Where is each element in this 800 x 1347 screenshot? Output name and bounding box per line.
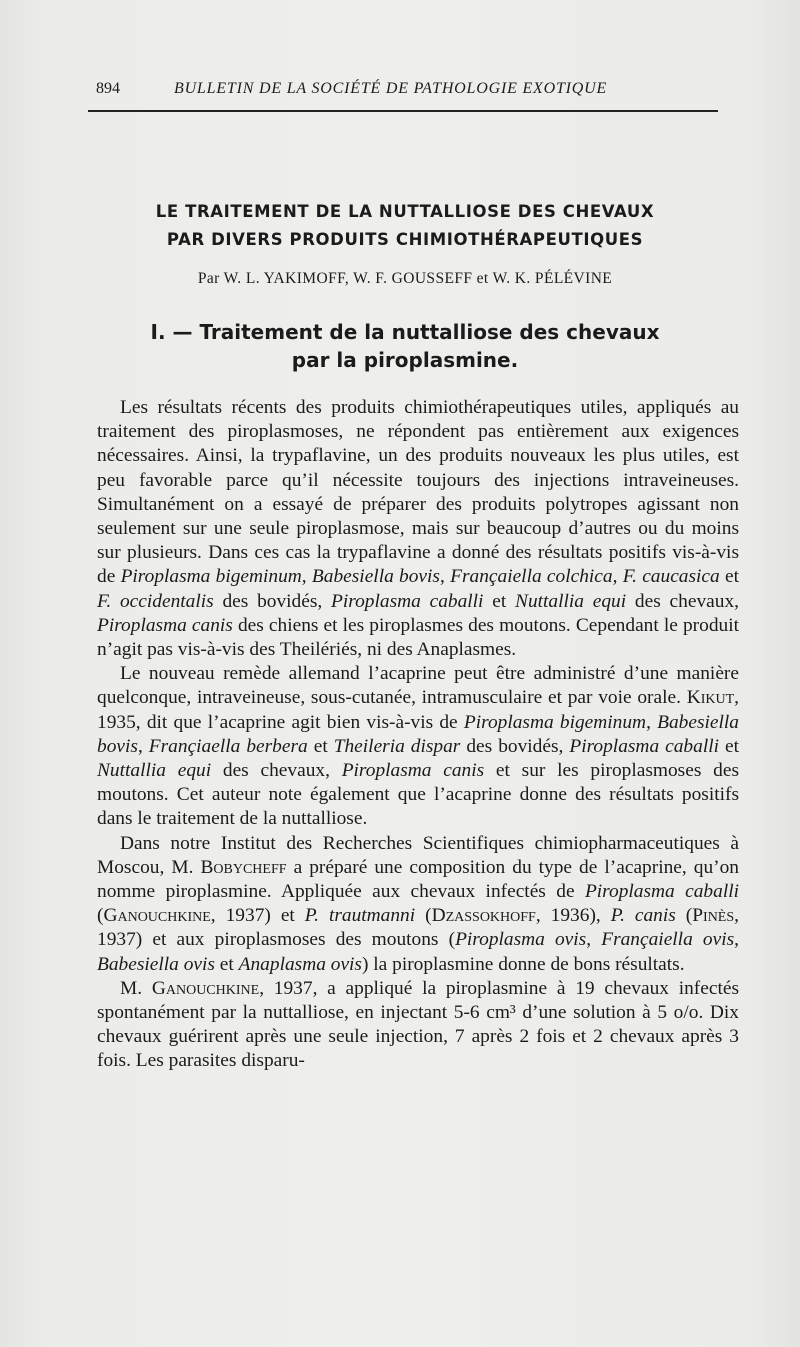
page-number: 894 bbox=[96, 80, 120, 97]
cited-author: Bobycheff bbox=[200, 856, 287, 878]
text-run: , 1937) et aux piroplasmoses des moutons ( bbox=[97, 905, 740, 951]
taxon-name: Piroplasma ovis bbox=[455, 929, 587, 951]
taxon-name: Françaiella colchica bbox=[450, 566, 613, 588]
cited-author: Pinès bbox=[692, 905, 735, 927]
text-run: et bbox=[719, 566, 739, 588]
text-run: , bbox=[734, 929, 739, 951]
text-run: , 1937, a appliqué la piroplasmine à 19 chevaux infectés spontanément par la nuttalliose, en injectant 5-6 cm³ d’une solution à 5 o/o. Dix chevaux guérirent après une seule injection, 7 après 2 fois et 2 chevaux après 3 fois. Les parasites disparu- bbox=[97, 977, 740, 1072]
text-run: , 1935, dit que l’acaprine agit bien vis-à-vis de bbox=[97, 687, 739, 733]
taxon-name: Piroplasma caballi bbox=[331, 590, 484, 612]
text-run: ) la piroplasmine donne de bons résultats. bbox=[361, 953, 685, 975]
text-run: Le nouveau remède allemand l’acaprine peut être administré d’une manière quelconque, intraveineuse, sous-cutanée, intramusculaire et par voie orale. bbox=[97, 663, 739, 709]
text-run: et bbox=[483, 590, 516, 612]
taxon-name: Piroplasma bigeminum bbox=[120, 566, 302, 588]
text-run: des chevaux, bbox=[211, 760, 342, 782]
text-run: a préparé une composition du type de l’acaprine, qu’on nomme piroplasmine. Appliquée aux chevaux infectés de bbox=[97, 856, 739, 903]
article-body bbox=[97, 396, 739, 1074]
text-run: , bbox=[612, 566, 623, 588]
text-run: , 1936), bbox=[535, 905, 611, 927]
header-rule bbox=[88, 110, 718, 112]
taxon-name: Babesiella bovis bbox=[311, 566, 440, 588]
text-run: , bbox=[586, 929, 602, 951]
text-run: et bbox=[718, 735, 739, 757]
text-run: , bbox=[646, 711, 658, 733]
taxon-name: Babesiella ovis bbox=[97, 953, 215, 975]
taxon-name: Theileria dispar bbox=[333, 735, 461, 757]
text-run: et bbox=[214, 953, 239, 975]
text-run: des bovidés, bbox=[460, 735, 570, 757]
text-run: des bovidés, bbox=[213, 590, 332, 612]
taxon-name: Piroplasma bigeminum bbox=[463, 711, 647, 733]
article-title-line-2: PAR DIVERS PRODUITS CHIMIOTHÉRAPEUTIQUES bbox=[166, 230, 644, 249]
body-paragraph bbox=[97, 396, 739, 662]
taxon-name: Piroplasma canis bbox=[97, 614, 233, 636]
taxon-name: Nuttallia equi bbox=[97, 760, 212, 782]
body-paragraph bbox=[97, 977, 739, 1074]
cited-author: Kikut bbox=[686, 687, 735, 709]
section-heading-line-1: I. — Traitement de la nuttalliose des chevaux bbox=[150, 320, 660, 344]
text-run: M. bbox=[120, 977, 152, 999]
text-run: ( bbox=[415, 905, 432, 927]
text-run: , bbox=[301, 566, 312, 588]
cited-author: Dzassokhoff bbox=[431, 905, 536, 927]
taxon-name: P. trautmanni bbox=[304, 905, 416, 927]
taxon-name: F. caucasica bbox=[622, 566, 720, 588]
cited-author: Ganouchkine bbox=[151, 977, 260, 999]
taxon-name: Françaiella ovis bbox=[601, 929, 735, 951]
taxon-name: F. occidentalis bbox=[97, 590, 214, 612]
taxon-name: Piroplasma canis bbox=[341, 760, 485, 782]
text-run: , 1937) et bbox=[210, 905, 305, 927]
article-title-line-1: LE TRAITEMENT DE LA NUTTALLIOSE DES CHEVAUX bbox=[155, 202, 655, 221]
taxon-name: Babesiella bovis bbox=[97, 711, 739, 757]
text-run: et sur les piroplasmoses des moutons. Cet auteur note également que l’acaprine donne des résultats positifs dans le traitement de la nuttalliose. bbox=[97, 760, 739, 830]
text-run: , bbox=[137, 735, 149, 757]
text-run: et bbox=[307, 735, 334, 757]
cited-author: Ganouchkine bbox=[103, 905, 211, 927]
taxon-name: Anaplasma ovis bbox=[238, 953, 362, 975]
text-run: Dans notre Institut des Recherches Scientifiques chimiopharmaceutiques à Moscou, M. bbox=[97, 832, 739, 878]
taxon-name: Piroplasma caballi bbox=[569, 735, 719, 757]
text-run: , bbox=[439, 566, 451, 588]
body-paragraph bbox=[97, 832, 739, 977]
taxon-name: P. canis bbox=[610, 905, 676, 927]
text-run: des chevaux, bbox=[626, 590, 739, 612]
section-heading-line-2: par la piroplasmine. bbox=[291, 348, 519, 372]
text-run: Les résultats récents des produits chimiothérapeutiques utiles, appliqués au traitement des piroplasmoses, ne répondent pas entièrement aux exigences nécessaires. Ainsi, la trypaflavine, un des produits nouveaux les plus utiles, est peu favorable parce qu’il nécessite toujours des injections intraveineuses. Simultanément on a essayé de préparer des produits polytropes agissant non seulement sur une seule piroplasmose, mais sur beaucoup d’autres ou du moins sur plusieurs. Dans ces cas la trypaflavine a donné des résultats positifs vis-à-vis de bbox=[97, 397, 739, 588]
journal-title: BULLETIN DE LA SOCIÉTÉ DE PATHOLOGIE EXOTIQUE bbox=[174, 80, 608, 97]
article-authors: Par W. L. YAKIMOFF, W. F. GOUSSEFF et W. K. PÉLÉVINE bbox=[197, 270, 613, 287]
taxon-name: Françiaella berbera bbox=[148, 735, 308, 757]
running-header bbox=[90, 76, 718, 104]
text-run: ( bbox=[675, 905, 693, 927]
taxon-name: Piroplasma caballi bbox=[584, 881, 739, 903]
body-paragraph bbox=[97, 662, 739, 831]
text-run: des chiens et les piroplasmes des moutons. Cependant le produit n’agit pas vis-à-vis des Theilériés, ni des Anaplasmes. bbox=[97, 614, 739, 661]
text-run: ( bbox=[97, 905, 104, 927]
taxon-name: Nuttallia equi bbox=[515, 590, 627, 612]
